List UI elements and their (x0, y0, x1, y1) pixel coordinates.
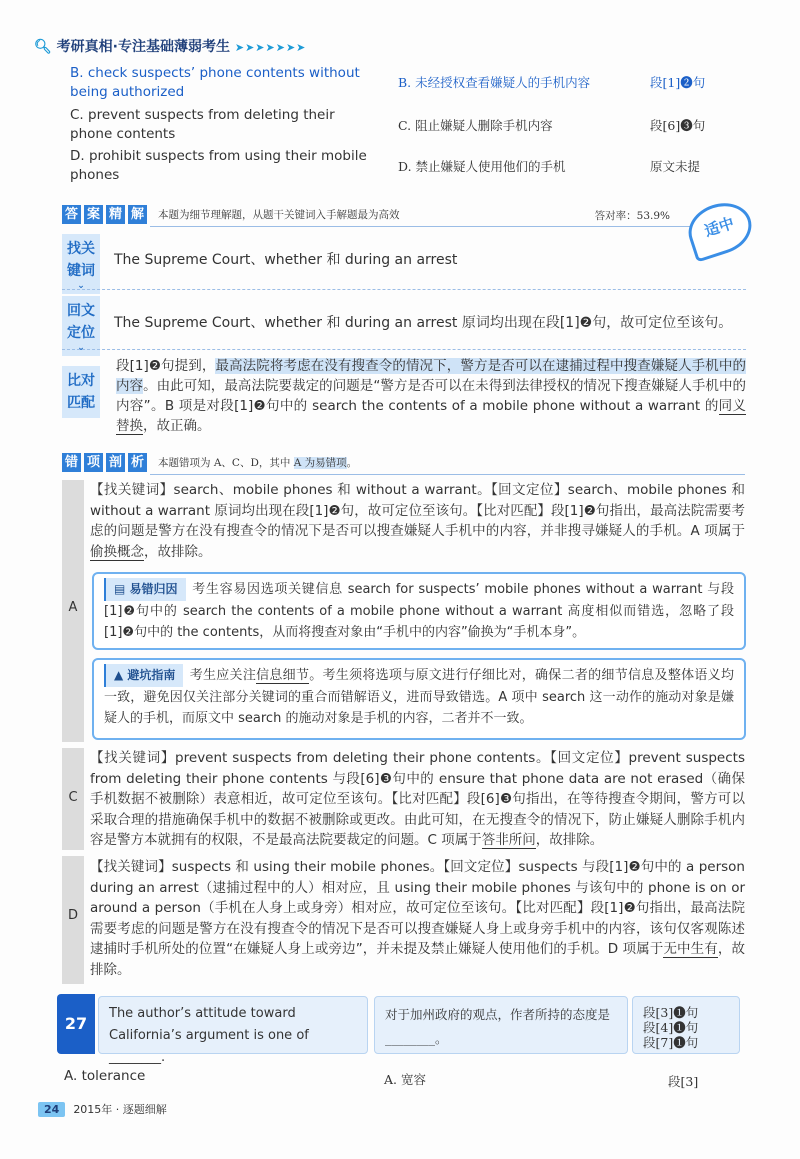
option-b-en: B. check suspects’ phone contents without being authorized (70, 65, 360, 100)
arrows-icon: ➤➤➤➤➤➤➤ (234, 41, 307, 54)
answer-tag-char: 精 (106, 205, 125, 224)
page-header (34, 36, 306, 56)
question-loc: 段[3]❶句 (643, 1005, 699, 1020)
tip-label-avoid-guide (104, 664, 183, 687)
option-a-underline: 偷换概念 (90, 543, 144, 560)
compare-highlight: 最高法院将考虑在没有搜查令的情况下，警方是否可以在逮捕过程中搜查嫌疑人手机中的内容 (116, 358, 746, 394)
q27-option-a-cn: A. 宽容 (384, 1072, 426, 1087)
tip-box-error-cause (92, 572, 746, 650)
question-number: 27 (57, 994, 95, 1054)
option-c-text-end: ，故排除。 (535, 832, 604, 848)
option-a-text-end: ，故排除。 (144, 543, 212, 560)
step-find-label (62, 234, 100, 294)
option-c-underline: 答非所问 (481, 832, 536, 848)
tip2-label-text: 避坑指南 (127, 668, 176, 682)
option-d-en: D. prohibit suspects from using their mobile phones (70, 148, 367, 183)
option-d-analysis (90, 857, 745, 980)
step-compare-label-text: 比对匹配 (67, 373, 95, 411)
compare-underline: 同义替换 (116, 398, 746, 434)
option-d-underline: 无中生有 (663, 941, 718, 957)
option-c-text: 【找关键词】prevent suspects from deleting their phone contents。【回文定位】prevent suspects from deleting their phone contents 与段[6]❸句中的 ensure that phone data are not erased（确保手机数据不被删除）表意相近，故可定位至该句。【比对匹配】段[6]❸句指出，在等待搜查令期间，警方可以采取合理的措施确保手机中的数据不被删除或更改。由此可知，在无搜查令的情况下，防止嫌疑人删除手机内容是警方本就拥有的权限，不是最高法院要裁定的问题。C 项属于 (90, 750, 745, 848)
page-footer (38, 1101, 167, 1117)
option-d-loc: 原文未提 (650, 159, 701, 174)
wrong-tag-char: 项 (84, 453, 103, 472)
answer-tag-char: 案 (84, 205, 103, 224)
correct-rate: 答对率：53.9% (594, 210, 670, 222)
question-cn: 对于加州政府的观点，作者所持的态度是________。 (385, 1007, 611, 1046)
option-c-cn: C. 阻止嫌疑人删除手机内容 (398, 118, 553, 133)
tip1-body: 考生容易因选项关键信息 search for suspects’ mobile phones without a warrant 与段[1]❷句中的 search the contents of a mobile phone without a warrant 高度相似而错选，忽略了段[1]❷句中的 the contents，从而将搜查对象由“手机中的内容”偷换为“手机本身”。 (104, 582, 734, 640)
wrong-section-header (62, 451, 357, 473)
step-compare-text (116, 356, 746, 436)
answer-section-header (62, 203, 400, 225)
wrong-desc-part: 本题错项为 A、C、D，其中 (158, 456, 294, 469)
option-a-text: 【找关键词】search、mobile phones 和 without a warrant。【回文定位】search、mobile phones 和 without a warrant 原词均出现在段[1]❷句，故可定位至该句。【比对匹配】段[1]❷句指出，最高法院需要考虑的问题是警方在没有搜查令的情况下是否可以搜查嫌疑人手机中的内容，并非搜寻嫌疑人的手机。A 项属于 (90, 482, 745, 539)
step-locate-label (62, 296, 100, 356)
answer-tag-char: 解 (128, 205, 147, 224)
tip1-label-text: 易错归因 (129, 582, 178, 596)
wrong-tag-char: 析 (128, 453, 147, 472)
wrong-tag-char: 错 (62, 453, 81, 472)
question-cn-box (374, 996, 628, 1054)
step-find-text: The Supreme Court、whether 和 during an arrest (114, 252, 458, 268)
compare-text-part: ，故正确。 (143, 418, 211, 434)
tip-label-error-cause (104, 578, 186, 601)
step-compare-label (62, 366, 100, 418)
header-tagline: ·专注基础薄弱考生 (112, 39, 230, 55)
tip2-body: 考生应关注 (189, 668, 257, 683)
wrong-tag-char: 剖 (106, 453, 125, 472)
option-b-cn: B. 未经授权查看嫌疑人的手机内容 (398, 75, 591, 90)
option-d-text-end: ，故排除。 (90, 941, 746, 978)
tip2-body-end: 。考生须将选项与原文进行仔细比对，确保二者的细节信息及整体语义均一致，避免因仅关注部分关键词的重合而错解语义，进而导致错选。A 项中 search 这一动作的施动对象是嫌疑人的手机，而原文中 search 的施动对象是手机的内容，二者并不一致。 (104, 668, 734, 726)
step-locate-text: The Supreme Court、whether 和 during an arrest 原词均出现在段[1]❷句，故可定位至该句。 (114, 315, 733, 331)
wrong-desc-highlight: A 为易错项 (293, 456, 347, 469)
option-c-en: C. prevent suspects from deleting their phone contents (70, 107, 335, 142)
step-locate-label-text: 回文定位 (67, 303, 95, 341)
question-loc: 段[7]❶句 (643, 1035, 699, 1050)
divider (62, 289, 746, 290)
answer-section-desc: 本题为细节理解题，从题干关键词入手解题最为高效 (158, 208, 400, 221)
wrong-section-rule (150, 474, 745, 475)
question-en: The author’s attitude toward California’s argument is one of ________. (109, 1006, 309, 1065)
divider (62, 349, 746, 350)
option-b-loc: 段[1]❷句 (650, 75, 706, 90)
answer-tag-char: 答 (62, 205, 81, 224)
document-icon: ▤ (114, 582, 126, 596)
step-find-label-text: 找关键词 (67, 241, 95, 279)
option-d-cn: D. 禁止嫌疑人使用他们的手机 (398, 159, 566, 174)
option-a-letter: A (68, 600, 78, 615)
wrong-desc-part: 。 (346, 456, 358, 469)
question-loc-box (632, 996, 740, 1054)
page-number: 24 (38, 1102, 65, 1117)
header-logo-text: 考研真相 (56, 39, 113, 55)
q27-option-a-loc: 段[3] (668, 1074, 699, 1089)
tip-box-avoid-guide (92, 658, 746, 740)
compare-text-part: 段[1]❷句提到， (116, 358, 216, 374)
option-a-analysis (90, 480, 745, 562)
option-d-letter: D (67, 908, 78, 923)
compare-text-part: 。由此可知，最高法院要裁定的问题是“警方是否可以在未得到法律授权的情况下搜查嫌疑人手机中的内容”。B 项是对段[1]❷句中的 search the contents of a mobile phone without a warrant 的 (116, 378, 746, 414)
warning-icon: ▲ (114, 668, 124, 682)
option-c-loc: 段[6]❸句 (650, 118, 706, 133)
question-loc: 段[4]❶句 (643, 1020, 699, 1035)
question-en-box (98, 996, 368, 1065)
magnifier-icon: 🔍︎ (34, 39, 52, 55)
wrong-section-desc (158, 455, 357, 470)
difficulty-stamp: 适中 (682, 195, 758, 262)
footer-title: 2015年 · 逐题细解 (73, 1103, 167, 1116)
chevron-down-icon: ⌄ (77, 343, 85, 353)
option-d-text: 【找关键词】suspects 和 using their mobile phones。【回文定位】suspects 与段[1]❷句中的 a person during an arrest（逮捕过程中的人）相对应，且 using their mobile phones 与该句中的 phone is on or around a person（手机在人身上或身旁）相对应，故可定位至该句。【比对匹配】段[1]❷句指出，最高法院需要考虑的问题是警方在没有搜查令的情况下是否可以搜查嫌疑人身上或身旁手机中的内容，该句仅客观陈述逮捕时手机所处的位置“在嫌疑人身上或旁边”，并未提及禁止嫌疑人使用他们的手机。D 项属于 (90, 859, 745, 957)
option-c-analysis (90, 748, 745, 851)
chevron-down-icon: ⌄ (77, 281, 85, 291)
question-loc-list (633, 997, 739, 1058)
option-c-letter: C (68, 790, 78, 805)
q27-option-a-en: A. tolerance (64, 1068, 146, 1084)
answer-section-rule (150, 226, 690, 227)
tip2-underline: 信息细节 (256, 668, 310, 683)
